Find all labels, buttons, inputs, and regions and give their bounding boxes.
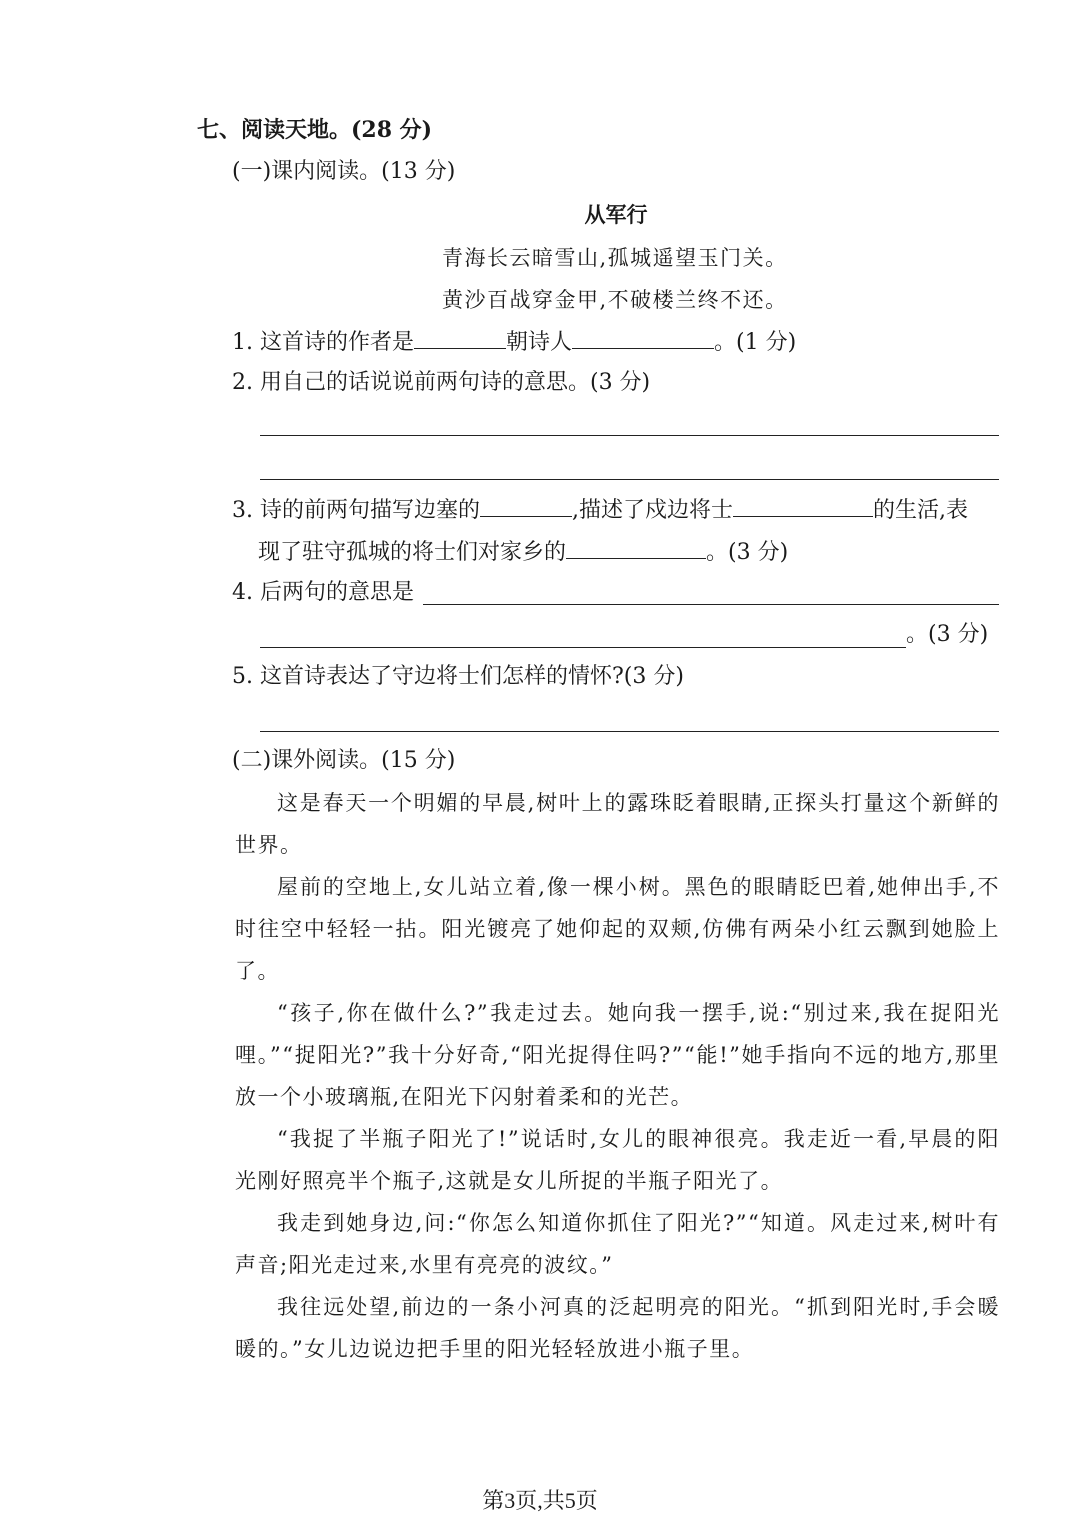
question-3-text-d: 现了驻守孤城的将士们对家乡的 xyxy=(258,540,567,565)
question-1-text-b: 朝诗人 xyxy=(505,330,572,355)
question-5: 5. 这首诗表达了守边将士们怎样的情怀?(3 分) xyxy=(232,664,684,689)
passage-paragraph-3: “孩子,你在做什么?”我走过去。她向我一摆手,说:“别过来,我在捉阳光哩。”“捉阳光?”我十分好奇,“阳光捉得住吗?”“能!”她手指向不远的地方,那里放一个小玻璃瓶,在阳光下闪射着柔和的光芒。 xyxy=(235,1001,1000,1109)
part1-title: (一)课内阅读。(13 分) xyxy=(232,159,456,184)
poem-line-2: 黄沙百战穿金甲,不破楼兰终不还。 xyxy=(442,288,788,312)
question-3-text-a: 3. 诗的前两句描写边塞的 xyxy=(232,498,480,523)
question-1 xyxy=(232,326,796,358)
passage-paragraph-5: 我走到她身边,问:“你怎么知道你抓住了阳光?”“知道。风走过来,树叶有声音;阳光走过来,水里有亮亮的波纹。” xyxy=(235,1211,1000,1277)
q3-blank-1[interactable] xyxy=(480,494,572,517)
q3-blank-2[interactable] xyxy=(733,494,873,517)
poem-line-1: 青海长云暗雪山,孤城遥望玉门关。 xyxy=(442,246,788,270)
question-3-text-e: 。(3 分) xyxy=(706,540,789,565)
q1-dynasty-blank[interactable] xyxy=(414,326,506,349)
question-1-text-a: 1. 这首诗的作者是 xyxy=(232,330,414,355)
q2-answer-line-1[interactable] xyxy=(260,435,999,436)
q4-answer-line-2[interactable] xyxy=(260,647,906,648)
poem-title: 从军行 xyxy=(584,202,648,227)
passage-paragraph-1: 这是春天一个明媚的早晨,树叶上的露珠眨着眼睛,正探头打量这个新鲜的世界。 xyxy=(235,791,1000,857)
section-title: 七、阅读天地。(28 分) xyxy=(197,117,433,143)
question-4-label: 4. 后两句的意思是 xyxy=(232,580,414,605)
question-3-line-2 xyxy=(258,536,788,568)
q5-answer-line[interactable] xyxy=(260,731,999,732)
passage-paragraph-2: 屋前的空地上,女儿站立着,像一棵小树。黑色的眼睛眨巴着,她伸出手,不时往空中轻轻一拈。阳光镀亮了她仰起的双颊,仿佛有两朵小红云飘到她脸上了。 xyxy=(235,875,1000,983)
q2-answer-line-2[interactable] xyxy=(260,479,999,480)
question-1-text-c: 。(1 分) xyxy=(714,330,797,355)
question-4-score: 。(3 分) xyxy=(906,622,989,647)
question-3-line-1 xyxy=(232,494,968,526)
q1-author-blank[interactable] xyxy=(572,326,714,349)
passage-paragraph-4: “我捉了半瓶子阳光了!”说话时,女儿的眼神很亮。我走近一看,早晨的阳光刚好照亮半个瓶子,这就是女儿所捉的半瓶子阳光了。 xyxy=(235,1127,1000,1193)
q4-answer-line-1[interactable] xyxy=(423,604,999,605)
page-number: 第3页,共5页 xyxy=(482,1488,598,1513)
question-3-text-c: 的生活,表 xyxy=(872,498,968,523)
q3-blank-3[interactable] xyxy=(566,536,706,559)
part2-title: (二)课外阅读。(15 分) xyxy=(232,748,456,773)
question-2: 2. 用自己的话说说前两句诗的意思。(3 分) xyxy=(232,370,651,395)
passage-paragraph-6: 我往远处望,前边的一条小河真的泛起明亮的阳光。“抓到阳光时,手会暖暖的。”女儿边说边把手里的阳光轻轻放进小瓶子里。 xyxy=(235,1295,1000,1361)
question-3-text-b: ,描述了戍边将士 xyxy=(571,498,733,523)
